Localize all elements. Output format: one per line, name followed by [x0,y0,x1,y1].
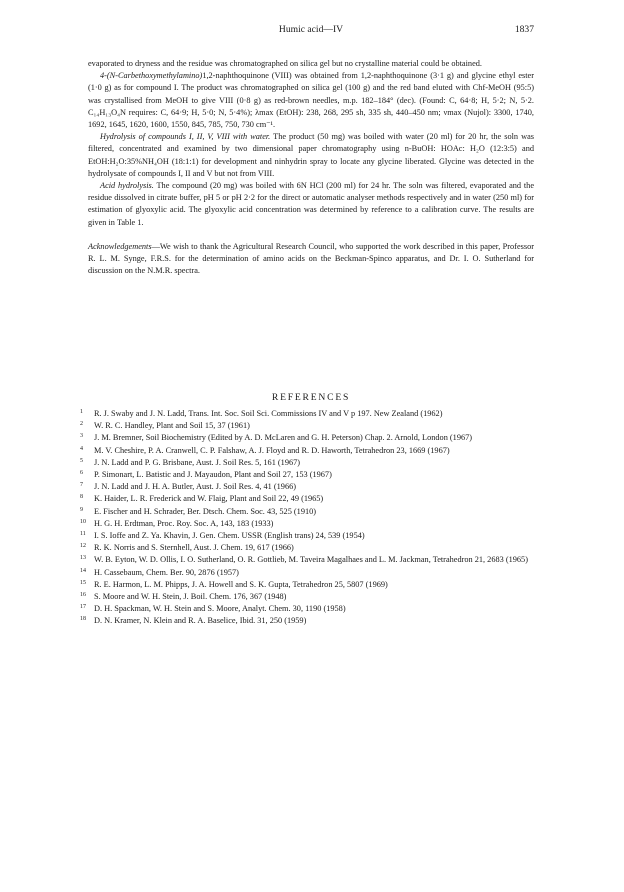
acknowledgements-heading: Acknowledgements [88,241,152,251]
reference-item [80,432,540,444]
reference-number: 9 [80,506,83,513]
reference-text: J. N. Ladd and J. H. A. Butler, Aust. J. Soil Res. 4, 41 (1966) [94,482,297,492]
reference-text: P. Simonart, L. Batistic and J. Mayaudon, Plant and Soil 27, 153 (1967) [94,470,332,480]
reference-text: R. J. Swaby and J. N. Ladd, Trans. Int. Soc. Soil Sci. Commissions IV and V p 197. New Zealand (1962) [94,409,443,418]
reference-number: 2 [80,421,83,428]
paragraph-text: The compound (20 mg) was boiled with 6N HCl (200 ml) for 24 hr. The soln was filtered, evaporated and the residue dissolved in citrate buffer, pH 5 or pH 2·2 for the direct or automatic analyser methods respectively and in water (250 ml) for estimation of glyoxylic acid. The glyoxylic acid concentration was determined by reference to a calibration curve. The results are given in Table 1. [88,181,534,227]
reference-text: K. Haider, L. R. Frederick and W. Flaig, Plant and Soil 22, 49 (1965) [94,494,324,504]
reference-number: 13 [80,555,86,562]
reference-text: H. Cassebaum, Chem. Ber. 90, 2876 (1957) [94,567,239,577]
reference-text: J. M. Bremner, Soil Biochemistry (Edited by A. D. McLaren and G. H. Peterson) Chap. 2. Arnold, London (1967) [94,433,473,443]
reference-number: 6 [80,470,83,477]
reference-text: R. K. Norris and S. Sternhell, Aust. J. Chem. 19, 617 (1966) [94,543,294,553]
reference-number: 3 [80,433,83,440]
reference-number: 1 [80,409,83,415]
paragraph-compound-viii [88,70,534,131]
reference-number: 8 [80,494,83,501]
reference-item [80,408,540,420]
reference-number: 18 [80,616,86,623]
reference-item [80,542,540,554]
reference-text: W. B. Eyton, W. D. Ollis, I. O. Sutherland, O. R. Gottlieb, M. Taveira Magalhaes and L. M. Jackman, Tetrahedron 21, 2683 (1965) [94,555,528,565]
page-number: 1837 [514,24,534,35]
reference-text: R. E. Harmon, L. M. Phipps, J. A. Howell and S. K. Gupta, Tetrahedron 25, 5807 (1969) [94,579,388,589]
paragraph-hydrolysis-water [88,131,534,180]
reference-number: 15 [80,579,86,586]
reference-item [80,493,540,505]
reference-item [80,615,540,627]
reference-item [80,420,540,432]
section-run-in-heading: Hydrolysis of compounds I, II, V, VIII with water. [100,132,271,142]
reference-item [80,579,540,591]
reference-number: 10 [80,518,86,525]
reference-text: J. N. Ladd and P. G. Brisbane, Aust. J. Soil Res. 5, 161 (1967) [94,457,301,467]
reference-text: E. Fischer and H. Schrader, Ber. Dtsch. Chem. Soc. 43, 525 (1910) [94,506,317,516]
reference-number: 12 [80,543,86,550]
reference-number: 4 [80,445,83,452]
paragraph-text: 1,2-naphthoquinone (VIII) was obtained from 1,2-naphthoquinone (3·1 g) and glycine ethyl ester (1·0 g) as for compound I. The product was chromatographed on silica gel (100 g) and the red band eluted with Chf-MeOH (95:5) was crystallised from MeOH to give VIII (0·8 g) as red-brown needles, m.p. 182–184° (dec). (Found: C, 64·8; H, 5·2; N, 5·2. C₁₄H₁₃O₄N requires: C, 64·9; H, 5·0; N, 5·4%); λmax (EtOH): 238, 268, 295 sh, 335 sh, 440–450 nm; νmax (Nujol): 3300, 1740, 1692, 1645, 1620, 1600, 1550, 845, 785, 750, 730 cm⁻¹. [88,71,534,130]
reference-text: I. S. Ioffe and Z. Ya. Khavin, J. Gen. Chem. USSR (English trans) 24, 539 (1954) [94,531,365,541]
paragraph-evaporation: evaporated to dryness and the residue was chromatographed on silica gel but no crystalline material could be obtained. [88,59,482,68]
reference-number: 5 [80,457,83,464]
reference-item [80,457,540,469]
reference-text: D. H. Spackman, W. H. Stein and S. Moore, Analyt. Chem. 30, 1190 (1958) [94,604,346,614]
running-header [88,24,534,38]
reference-item [80,518,540,530]
reference-number: 11 [80,531,86,538]
reference-item [80,554,540,566]
reference-item [80,469,540,481]
reference-item [80,567,540,579]
references-heading: REFERENCES [271,392,351,403]
reference-text: M. V. Cheshire, P. A. Cranwell, C. P. Falshaw, A. J. Floyd and R. D. Haworth, Tetrahedron 23, 1669 (1967) [94,445,450,455]
reference-item [80,603,540,615]
compound-name: 4-(N-Carbethoxymethylamino) [100,71,203,81]
reference-item [80,445,540,457]
reference-text: H. G. H. Erdtman, Proc. Roy. Soc. A, 143, 183 (1933) [94,518,274,528]
reference-number: 16 [80,592,86,599]
running-title: Humic acid—IV [278,24,344,35]
reference-text: W. R. C. Handley, Plant and Soil 15, 37 (1961) [94,421,250,431]
paragraph-acid-hydrolysis [88,180,534,229]
paragraph-text: —We wish to thank the Agricultural Research Council, who supported the work described in this paper, Professor R. L. M. Synge, F.R.S. for the determination of amino acids on the Beckman-Spinco apparatus, and Dr. I. O. Sutherland for discussion on the N.M.R. spectra. [88,241,534,276]
reference-item [80,506,540,518]
reference-number: 14 [80,567,86,574]
reference-number: 17 [80,604,86,611]
reference-text: S. Moore and W. H. Stein, J. Boil. Chem. 176, 367 (1948) [94,592,287,602]
reference-list [80,408,540,628]
reference-number: 7 [80,482,83,489]
paragraph-text: The product (50 mg) was boiled with water (20 ml) for 20 hr, the soln was filtered, concentrated and examined by two dimensional paper chromatography using n-BuOH: HOAc: H₂O (12:3:5) and EtOH:H₂O:35%NH₄OH (18:1:1) for development and ninhydrin spray to locate any glycine liberated. Glycine was detected in the hydrolysate of compounds I, II and V but not from VIII. [88,132,534,178]
paragraph-acknowledgements [88,241,534,278]
reference-item [80,591,540,603]
body-text [88,58,534,277]
reference-item [80,530,540,542]
section-run-in-heading: Acid hydrolysis. [100,181,154,191]
reference-item [80,481,540,493]
reference-text: D. N. Kramer, N. Klein and R. A. Baselice, Ibid. 31, 250 (1959) [94,616,307,626]
